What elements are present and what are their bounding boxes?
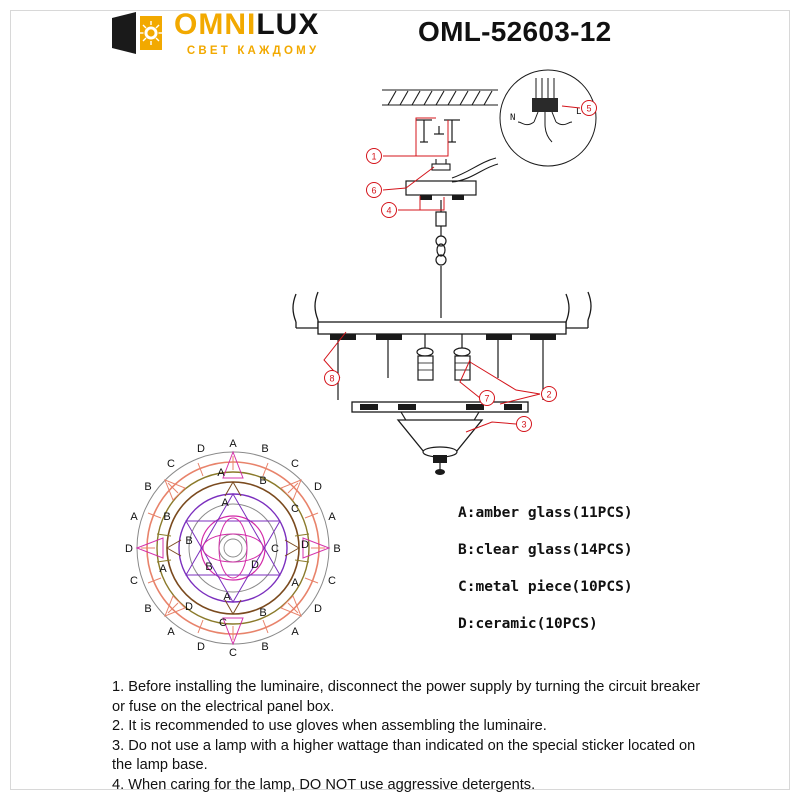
- plan-label-mid-5: A: [291, 577, 299, 589]
- plan-label-outer-7: C: [328, 575, 336, 587]
- plan-label-outer-14: B: [144, 603, 152, 615]
- callout-7: 7: [484, 393, 490, 404]
- plan-label-mid-1: A: [217, 467, 225, 479]
- plan-label-inner-6: B: [185, 535, 193, 547]
- wiring-label-neutral: N: [510, 113, 516, 123]
- legend-item-amber-glass: A:amber glass(11PCS): [458, 505, 633, 521]
- parts-legend: [458, 505, 758, 653]
- plan-label-outer-1: A: [229, 438, 237, 450]
- plan-label-inner-4: C: [271, 543, 279, 555]
- logo-text-lux: LUX: [256, 8, 320, 41]
- plan-label-mid-8: D: [185, 601, 193, 613]
- wiring-detail-bubble: [500, 70, 596, 166]
- plan-label-outer-2: B: [261, 443, 269, 455]
- bottom-finial: [398, 420, 482, 475]
- note-3: 3. Do not use a lamp with a higher wattage than indicated on the special sticker located on the lamp base.: [112, 737, 696, 773]
- logo-text-omni: OMNI: [174, 8, 257, 41]
- callout-1: 1: [371, 151, 377, 162]
- legend-item-ceramic: D:ceramic(10PCS): [458, 616, 598, 632]
- callout-6: 6: [371, 185, 377, 196]
- callout-4: 4: [386, 205, 392, 216]
- callout-5: 5: [586, 103, 592, 114]
- plan-label-outer-3: C: [291, 458, 299, 470]
- plan-label-mid-3: C: [291, 503, 299, 515]
- plan-label-mid-4: D: [301, 539, 309, 551]
- plan-label-mid-10: B: [163, 511, 171, 523]
- supply-wires: [452, 158, 498, 182]
- mounting-bracket: [416, 120, 460, 142]
- safety-notes: [112, 678, 712, 795]
- ceiling-surface: [382, 90, 498, 105]
- plan-label-outer-20: D: [197, 443, 205, 455]
- note-2: 2. It is recommended to use gloves when assembling the luminaire.: [112, 718, 547, 734]
- plan-label-mid-9: A: [159, 563, 167, 575]
- plan-label-outer-16: D: [125, 543, 133, 555]
- plan-label-outer-9: A: [291, 626, 299, 638]
- plan-label-inner-3: D: [251, 559, 259, 571]
- lamp-sockets: [417, 334, 470, 380]
- plan-label-outer-17: A: [130, 511, 138, 523]
- plan-label-mid-6: B: [259, 607, 267, 619]
- plan-label-inner-1: A: [221, 497, 229, 509]
- plan-label-outer-6: B: [333, 543, 341, 555]
- logo-tagline: СВЕТ КАЖДОМУ: [186, 45, 320, 57]
- plan-label-inner-5: A: [223, 591, 231, 603]
- terminal-strip: [432, 159, 450, 170]
- note-4: 4. When caring for the lamp, DO NOT use aggressive detergents.: [112, 776, 536, 793]
- plan-label-outer-11: C: [229, 647, 237, 659]
- model-code: OML-52603-12: [418, 16, 612, 47]
- plan-label-outer-12: D: [197, 641, 205, 653]
- wiring-label-live: L: [576, 107, 582, 117]
- plan-label-mid-7: C: [219, 617, 227, 629]
- plan-label-outer-15: C: [130, 575, 138, 587]
- plan-label-outer-13: A: [167, 626, 175, 638]
- callout-2: 2: [546, 389, 552, 400]
- frame-main-body: [318, 322, 566, 400]
- plan-label-outer-18: B: [144, 481, 152, 493]
- plan-label-outer-8: D: [314, 603, 322, 615]
- legend-item-metal-piece: C:metal piece(10PCS): [458, 579, 633, 595]
- note-1: 1. Before installing the luminaire, disconnect the power supply by turning the circuit breaker or fuse on the electrical panel box.: [112, 679, 701, 715]
- logo-wordmark: [174, 10, 319, 58]
- callout-3: 3: [521, 419, 527, 430]
- plan-label-outer-19: C: [167, 458, 175, 470]
- callout-8: 8: [329, 373, 335, 384]
- canopy-plate: [406, 181, 476, 200]
- logo-mark-icon: [110, 10, 166, 56]
- plan-label-inner-2: B: [205, 561, 213, 573]
- legend-item-clear-glass: B:clear glass(14PCS): [458, 542, 633, 558]
- suspension-rod: [436, 200, 446, 318]
- plan-view-rosette: [125, 438, 341, 659]
- plan-label-outer-4: D: [314, 481, 322, 493]
- plan-label-outer-5: A: [328, 511, 336, 523]
- plan-label-mid-2: B: [259, 475, 267, 487]
- plan-label-outer-10: B: [261, 641, 269, 653]
- brand-logo: [110, 10, 319, 58]
